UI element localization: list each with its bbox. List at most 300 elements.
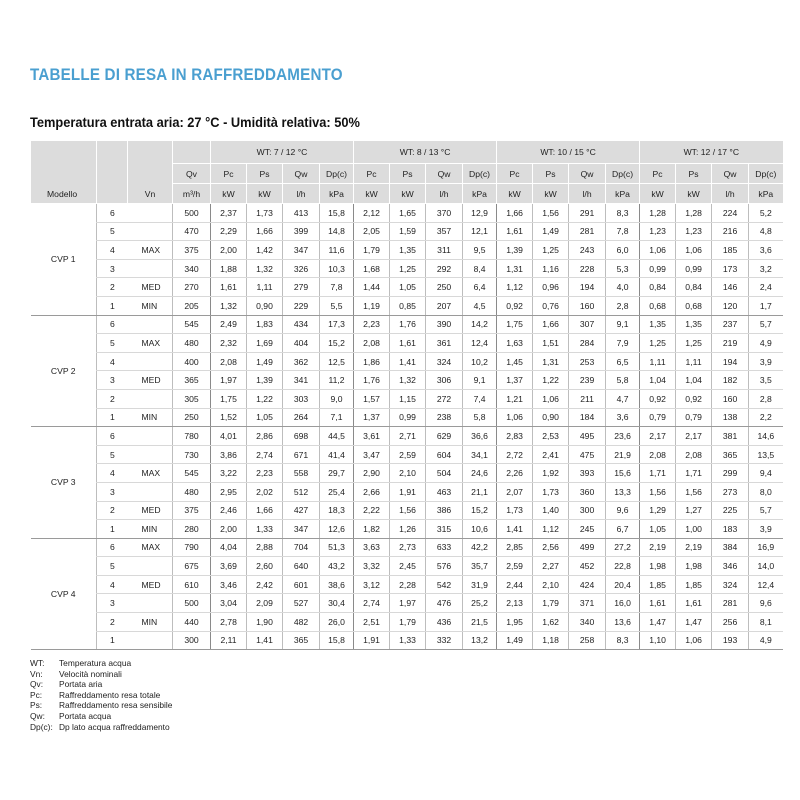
data-cell: 146 [712,278,749,297]
data-cell: 38,6 [320,575,354,594]
data-cell: 2,60 [247,557,283,576]
data-cell: 476 [426,594,463,613]
model-name: CVP 2 [31,315,97,427]
model-name: CVP 4 [31,538,97,650]
data-cell: 3,47 [354,445,390,464]
data-cell: 2,26 [497,464,533,483]
data-cell: 1,75 [211,389,247,408]
data-cell: 1,06 [640,241,676,260]
data-cell: 1,26 [390,520,426,539]
header-unit: kPa [463,184,497,204]
data-cell: 2,53 [533,427,569,446]
data-cell: 1,11 [247,278,283,297]
header-col-pc: Pc [354,164,390,184]
data-cell: 1,04 [640,371,676,390]
legend-item [30,658,172,669]
data-cell: 1,56 [390,501,426,520]
data-cell: 6,5 [606,352,640,371]
data-cell: 2,10 [390,464,426,483]
header-group-2: WT: 8 / 13 °C [354,141,497,164]
data-cell: 3,22 [211,464,247,483]
data-cell: 1,71 [640,464,676,483]
data-cell: 370 [426,204,463,223]
data-cell: 300 [173,631,211,650]
data-cell: 2,41 [533,445,569,464]
data-cell: 0,99 [390,408,426,427]
header-group-3: WT: 10 / 15 °C [497,141,640,164]
data-cell: 9,6 [606,501,640,520]
speed-index: 3 [97,594,128,613]
data-cell: 0,92 [497,296,533,315]
data-cell: 1,11 [640,352,676,371]
data-cell: 1,40 [533,501,569,520]
legend-item [30,722,172,733]
speed-label [128,445,173,464]
legend-item [30,711,172,722]
data-cell: 9,1 [463,371,497,390]
data-cell: 2,45 [390,557,426,576]
data-cell: 311 [426,241,463,260]
data-cell: 1,39 [497,241,533,260]
data-cell: 1,66 [497,204,533,223]
data-cell: 499 [569,538,606,557]
data-cell: 14,8 [320,222,354,241]
data-cell: 545 [173,464,211,483]
data-cell: 1,47 [676,613,712,632]
data-cell: 250 [426,278,463,297]
data-cell: 386 [426,501,463,520]
data-cell: 3,12 [354,575,390,594]
header-qv: Qv [173,164,211,184]
data-cell: 675 [173,557,211,576]
table-row [31,482,783,501]
speed-label [128,594,173,613]
data-cell: 1,56 [533,204,569,223]
legend-description: Raffreddamento resa sensibile [59,700,173,711]
data-cell: 340 [173,259,211,278]
data-cell: 25,4 [320,482,354,501]
data-cell: 4,04 [211,538,247,557]
data-cell: 452 [569,557,606,576]
data-cell: 9,1 [606,315,640,334]
header-col-dpc: Dp(c) [320,164,354,184]
data-cell: 1,05 [390,278,426,297]
data-cell: 4,9 [749,631,783,650]
data-cell: 10,2 [463,352,497,371]
data-cell: 3,5 [749,371,783,390]
data-cell: 3,69 [211,557,247,576]
data-cell: 1,06 [676,631,712,650]
data-cell: 1,10 [640,631,676,650]
data-cell: 1,61 [676,594,712,613]
performance-table [30,141,783,650]
legend-description: Portata acqua [59,710,112,721]
data-cell: 10,3 [320,259,354,278]
table-row [31,222,783,241]
data-cell: 1,98 [640,557,676,576]
data-cell: 346 [712,557,749,576]
data-cell: 1,41 [247,631,283,650]
data-cell: 1,85 [640,575,676,594]
table-row [31,371,783,390]
data-cell: 1,75 [497,315,533,334]
table-row [31,575,783,594]
data-cell: 357 [426,222,463,241]
data-cell: 1,92 [533,464,569,483]
speed-index: 5 [97,222,128,241]
data-cell: 1,91 [354,631,390,650]
speed-label [128,315,173,334]
data-cell: 1,32 [247,259,283,278]
data-cell: 219 [712,334,749,353]
speed-index: 5 [97,445,128,464]
data-cell: 41,4 [320,445,354,464]
data-cell: 480 [173,482,211,501]
data-cell: 2,44 [497,575,533,594]
speed-label: MAX [128,464,173,483]
data-cell: 4,0 [606,278,640,297]
data-cell: 2,08 [640,445,676,464]
table-row [31,427,783,446]
data-cell: 11,6 [320,241,354,260]
data-cell: 2,19 [676,538,712,557]
data-cell: 7,9 [606,334,640,353]
data-cell: 1,73 [533,482,569,501]
data-cell: 1,83 [247,315,283,334]
data-cell: 399 [283,222,320,241]
data-cell: 2,78 [211,613,247,632]
speed-label: MIN [128,296,173,315]
data-cell: 21,9 [606,445,640,464]
data-cell: 404 [283,334,320,353]
table-row [31,445,783,464]
speed-label: MED [128,371,173,390]
data-cell: 1,90 [247,613,283,632]
data-cell: 0,85 [390,296,426,315]
data-cell: 2,85 [497,538,533,557]
data-cell: 305 [173,389,211,408]
table-row [31,408,783,427]
data-cell: 1,25 [390,259,426,278]
speed-index: 6 [97,315,128,334]
data-cell: 25,2 [463,594,497,613]
data-cell: 2,23 [354,315,390,334]
data-cell: 2,07 [497,482,533,501]
data-cell: 375 [173,241,211,260]
data-cell: 1,35 [390,241,426,260]
data-cell: 2,08 [676,445,712,464]
legend-description: Raffreddamento resa totale [59,689,161,700]
legend-description: Velocità nominali [59,668,122,679]
data-cell: 160 [712,389,749,408]
data-cell: 5,5 [320,296,354,315]
data-cell: 1,41 [390,352,426,371]
data-cell: 0,96 [533,278,569,297]
data-cell: 2,12 [354,204,390,223]
data-cell: 9,4 [749,464,783,483]
data-cell: 3,9 [749,352,783,371]
data-cell: 11,2 [320,371,354,390]
data-cell: 427 [283,501,320,520]
data-cell: 1,23 [640,222,676,241]
data-cell: 8,0 [749,482,783,501]
data-cell: 1,51 [533,334,569,353]
legend-item [30,690,172,701]
data-cell: 23,6 [606,427,640,446]
data-cell: 576 [426,557,463,576]
data-cell: 21,1 [463,482,497,501]
data-cell: 400 [173,352,211,371]
model-name: CVP 3 [31,427,97,539]
data-cell: 2,19 [640,538,676,557]
speed-index: 5 [97,334,128,353]
legend-description: Temperatura acqua [59,658,132,668]
data-cell: 0,92 [676,389,712,408]
legend-key: Pc: [30,689,43,700]
data-cell: 173 [712,259,749,278]
data-cell: 1,97 [390,594,426,613]
data-cell: 2,10 [533,575,569,594]
data-cell: 5,8 [463,408,497,427]
data-cell: 14,2 [463,315,497,334]
data-cell: 2,4 [749,278,783,297]
data-cell: 1,79 [354,241,390,260]
data-cell: 2,00 [211,520,247,539]
data-cell: 6,0 [606,241,640,260]
data-cell: 8,1 [749,613,783,632]
data-cell: 2,28 [390,575,426,594]
data-cell: 7,4 [463,389,497,408]
table-row [31,557,783,576]
data-cell: 500 [173,594,211,613]
data-cell: 1,00 [676,520,712,539]
header-unit: l/h [712,184,749,204]
header-col-pc: Pc [211,164,247,184]
data-cell: 730 [173,445,211,464]
data-cell: 34,1 [463,445,497,464]
speed-label: MAX [128,241,173,260]
data-cell: 2,22 [354,501,390,520]
data-cell: 1,61 [211,278,247,297]
data-cell: 482 [283,613,320,632]
data-cell: 7,8 [320,278,354,297]
data-cell: 44,5 [320,427,354,446]
data-cell: 225 [712,501,749,520]
legend-key: Dp(c): [30,721,53,732]
data-cell: 7,8 [606,222,640,241]
data-cell: 1,88 [211,259,247,278]
speed-index: 2 [97,501,128,520]
data-cell: 2,86 [247,427,283,446]
data-cell: 16,9 [749,538,783,557]
data-cell: 194 [712,352,749,371]
table-row [31,278,783,297]
data-cell: 3,04 [211,594,247,613]
data-cell: 29,7 [320,464,354,483]
data-cell: 26,0 [320,613,354,632]
data-cell: 1,76 [354,371,390,390]
data-cell: 15,2 [320,334,354,353]
data-cell: 36,6 [463,427,497,446]
data-cell: 238 [426,408,463,427]
data-cell: 185 [712,241,749,260]
header-unit: l/h [426,184,463,204]
data-cell: 1,59 [390,222,426,241]
data-cell: 2,59 [390,445,426,464]
data-cell: 1,45 [497,352,533,371]
data-cell: 237 [712,315,749,334]
data-cell: 1,85 [676,575,712,594]
data-cell: 341 [283,371,320,390]
data-cell: 1,56 [640,482,676,501]
data-cell: 31,9 [463,575,497,594]
data-cell: 1,25 [676,334,712,353]
data-cell: 2,95 [211,482,247,501]
data-cell: 601 [283,575,320,594]
data-cell: 270 [173,278,211,297]
page-title: TABELLE DI RESA IN RAFFREDDAMENTO [30,66,343,84]
header-col-ps: Ps [390,164,426,184]
data-cell: 2,29 [211,222,247,241]
data-cell: 160 [569,296,606,315]
data-cell: 2,11 [211,631,247,650]
data-cell: 463 [426,482,463,501]
data-cell: 193 [712,631,749,650]
header-qv-spacer [173,141,211,164]
data-cell: 2,08 [211,352,247,371]
data-cell: 272 [426,389,463,408]
data-cell: 229 [283,296,320,315]
legend-key: Qw: [30,710,45,721]
header-col-qw: Qw [283,164,320,184]
data-cell: 0,90 [247,296,283,315]
data-cell: 303 [283,389,320,408]
data-cell: 300 [569,501,606,520]
data-cell: 207 [426,296,463,315]
speed-label: MED [128,278,173,297]
data-cell: 2,56 [533,538,569,557]
data-cell: 3,61 [354,427,390,446]
legend-key: Vn: [30,668,43,679]
legend-description: Dp lato acqua raffreddamento [59,721,170,732]
legend-key: Qv: [30,679,44,690]
data-cell: 12,6 [320,520,354,539]
data-cell: 5,7 [749,315,783,334]
data-cell: 216 [712,222,749,241]
data-cell: 205 [173,296,211,315]
data-cell: 1,7 [749,296,783,315]
data-cell: 365 [173,371,211,390]
data-cell: 1,91 [390,482,426,501]
data-cell: 1,27 [676,501,712,520]
data-cell: 2,17 [676,427,712,446]
legend-key: Ps: [30,700,43,711]
data-cell: 512 [283,482,320,501]
data-cell: 5,8 [606,371,640,390]
data-cell: 324 [712,575,749,594]
data-cell: 640 [283,557,320,576]
data-cell: 542 [426,575,463,594]
data-cell: 1,22 [533,371,569,390]
data-cell: 0,99 [676,259,712,278]
data-cell: 14,0 [749,557,783,576]
data-cell: 413 [283,204,320,223]
data-cell: 245 [569,520,606,539]
speed-index: 4 [97,575,128,594]
legend [30,658,172,732]
speed-index: 3 [97,371,128,390]
data-cell: 17,3 [320,315,354,334]
speed-label [128,482,173,501]
data-cell: 184 [569,408,606,427]
data-cell: 0,84 [640,278,676,297]
speed-index: 6 [97,427,128,446]
data-cell: 1,66 [533,315,569,334]
data-cell: 2,8 [606,296,640,315]
data-cell: 1,42 [247,241,283,260]
table-row [31,594,783,613]
data-cell: 307 [569,315,606,334]
header-modello: Modello [31,141,97,204]
table-row [31,241,783,260]
data-cell: 2,46 [211,501,247,520]
data-cell: 0,68 [640,296,676,315]
header-unit: kW [676,184,712,204]
data-cell: 281 [712,594,749,613]
data-cell: 12,4 [463,334,497,353]
data-cell: 281 [569,222,606,241]
data-cell: 347 [283,520,320,539]
data-cell: 2,05 [354,222,390,241]
data-cell: 1,23 [676,222,712,241]
data-cell: 1,21 [497,389,533,408]
data-cell: 21,5 [463,613,497,632]
legend-item [30,679,172,690]
speed-label [128,427,173,446]
data-cell: 671 [283,445,320,464]
legend-key: WT: [30,658,45,668]
data-cell: 4,01 [211,427,247,446]
data-cell: 2,32 [211,334,247,353]
data-cell: 1,49 [497,631,533,650]
data-cell: 27,2 [606,538,640,557]
data-cell: 3,2 [749,259,783,278]
data-cell: 393 [569,464,606,483]
speed-index: 1 [97,408,128,427]
speed-label: MIN [128,520,173,539]
data-cell: 3,6 [749,241,783,260]
header-col-qw: Qw [426,164,463,184]
data-cell: 3,6 [606,408,640,427]
speed-index: 4 [97,241,128,260]
data-cell: 1,04 [676,371,712,390]
data-cell: 604 [426,445,463,464]
data-cell: 2,8 [749,389,783,408]
table-row [31,520,783,539]
speed-index: 1 [97,296,128,315]
data-cell: 780 [173,427,211,446]
speed-label [128,352,173,371]
data-cell: 12,9 [463,204,497,223]
data-cell: 2,51 [354,613,390,632]
data-cell: 1,61 [390,334,426,353]
speed-label [128,204,173,223]
data-cell: 361 [426,334,463,353]
speed-label: MAX [128,334,173,353]
data-cell: 365 [712,445,749,464]
data-cell: 5,7 [749,501,783,520]
data-cell: 2,00 [211,241,247,260]
